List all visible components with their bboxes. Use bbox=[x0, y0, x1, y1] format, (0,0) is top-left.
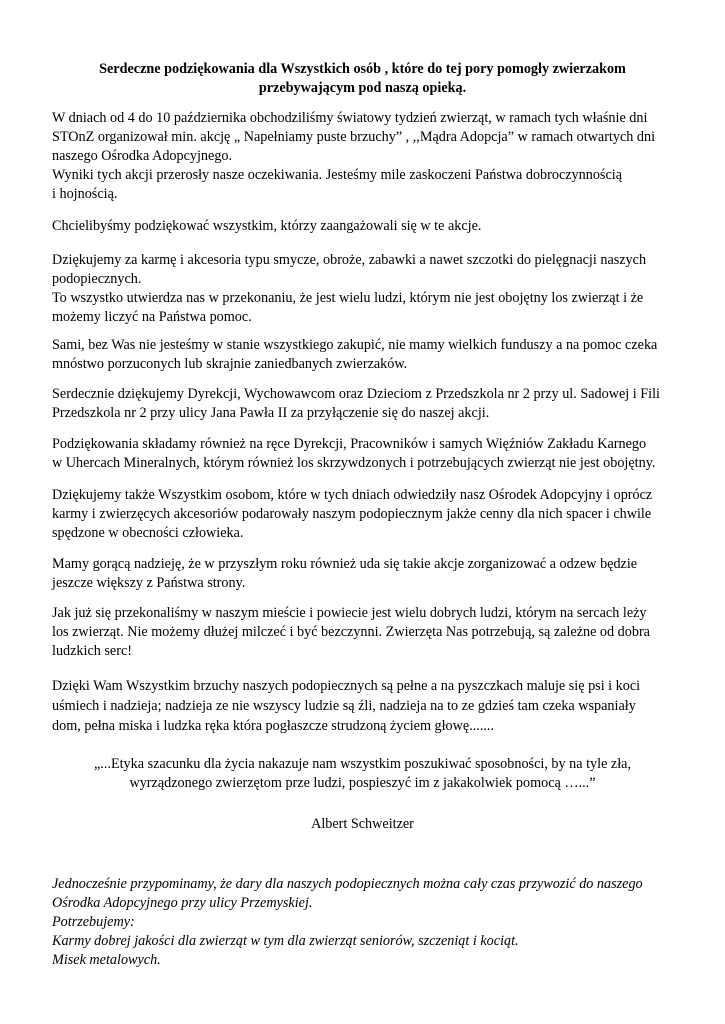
paragraph-full-bellies bbox=[52, 676, 692, 736]
text-line: spędzone w obecności człowieka. bbox=[52, 525, 244, 541]
paragraph-prison bbox=[52, 435, 692, 473]
text-line: naszego Ośrodka Adopcyjnego. bbox=[52, 148, 233, 164]
document-title bbox=[60, 60, 665, 98]
title-line-1: Serdeczne podziękowania dla Wszystkich osób , które do tej pory pomogły zwierzakom bbox=[99, 61, 626, 77]
text-line: Wyniki tych akcji przerosły nasze oczekiwania. Jesteśmy mile zaskoczeni Państwa dobroczynnością bbox=[52, 167, 622, 183]
text-line: w Uhercach Mineralnych, którym również los skrzywdzonych i potrzebujących zwierząt nie jest obojętny. bbox=[52, 455, 656, 471]
paragraph-world-animal-week bbox=[52, 109, 692, 166]
paragraph-kindergarten bbox=[52, 385, 692, 423]
note-line: Misek metalowych. bbox=[52, 952, 161, 968]
text-line: los zwierząt. Nie możemy dłużej milczeć i być bezczynni. Zwierzęta Nas potrzebują, są zależne od dobra bbox=[52, 624, 650, 640]
donation-note bbox=[52, 875, 692, 970]
text-line: Mamy gorącą nadzieję, że w przyszłym roku również uda się takie akcje zorganizować a odzew będzie bbox=[52, 556, 638, 572]
text-line: i hojnością. bbox=[52, 186, 118, 202]
title-line-2: przebywającym pod naszą opieką. bbox=[258, 80, 467, 96]
paragraph-results bbox=[52, 166, 692, 204]
quote-line: „...Etyka szacunku dla życia nakazuje nam wszystkim poszukiwać sposobności, by na tyle zła, bbox=[94, 756, 631, 772]
text-line: ludzkich serc! bbox=[52, 643, 132, 659]
text-line: Dziękujemy za karmę i akcesoria typu smycze, obroże, zabawki a nawet szczotki do pielęgnacji naszych bbox=[52, 252, 647, 268]
paragraph-good-people bbox=[52, 604, 692, 661]
text-line: Przedszkola nr 2 przy ulicy Jana Pawła II za przyłączenie się do naszej akcji. bbox=[52, 405, 490, 421]
quote-line: wyrządzonego zwierzętom prze ludzi, pospieszyć im z jakakolwiek pomocą …...” bbox=[129, 775, 596, 791]
quote-author bbox=[60, 815, 665, 834]
text-line: To wszystko utwierdza nas w przekonaniu, że jest wielu ludzi, którym nie jest obojętny los zwierząt i że bbox=[52, 290, 644, 306]
text-line: Dzięki Wam Wszystkim brzuchy naszych podopiecznych są pełne a na pyszczkach maluje się psi i koci bbox=[52, 678, 641, 694]
text-line: jeszcze większy z Państwa strony. bbox=[52, 575, 246, 591]
paragraph-visitors bbox=[52, 486, 692, 543]
quote-author-name: Albert Schweitzer bbox=[311, 816, 414, 832]
text-line: możemy liczyć na Państwa pomoc. bbox=[52, 309, 252, 325]
note-line: Ośrodka Adopcyjnego przy ulicy Przemyskiej. bbox=[52, 895, 313, 911]
text-line: mnóstwo porzuconych lub skrajnie zaniedbanych zwierzaków. bbox=[52, 356, 408, 372]
paragraph-funds bbox=[52, 336, 692, 374]
paragraph-thanks-food bbox=[52, 251, 692, 327]
paragraph-hope bbox=[52, 555, 692, 593]
note-line: Karmy dobrej jakości dla zwierząt w tym dla zwierząt seniorów, szczeniąt i kociąt. bbox=[52, 933, 519, 949]
text-line: STOnZ organizował min. akcję „ Napełniamy puste brzuchy” , ,,Mądra Adopcja” w ramach otwartych dni bbox=[52, 129, 656, 145]
text-line: Serdecznie dziękujemy Dyrekcji, Wychowawcom oraz Dzieciom z Przedszkola nr 2 przy ul. Sadowej i Fili bbox=[52, 386, 660, 402]
text-line: uśmiech i nadzieja; nadzieja ze nie wszyscy ludzie są źli, nadzieja na to ze gdzieś tam czeka wspaniały bbox=[52, 698, 636, 714]
note-line: Jednocześnie przypominamy, że dary dla naszych podopiecznych można cały czas przywozić do naszego bbox=[52, 876, 643, 892]
text-line: Jak już się przekonaliśmy w naszym mieście i powiecie jest wielu dobrych ludzi, którym na sercach leży bbox=[52, 605, 647, 621]
text-line: Dziękujemy także Wszystkim osobom, które w tych dniach odwiedziły nasz Ośrodek Adopcyjny i oprócz bbox=[52, 487, 653, 503]
text-line: Sami, bez Was nie jesteśmy w stanie wszystkiego zakupić, nie mamy wielkich funduszy a na pomoc czeka bbox=[52, 337, 658, 353]
text-line: dom, pełna miska i ludzka ręka która pogłaszcze strudzoną życiem głowę....... bbox=[52, 718, 495, 734]
text-line: karmy i zwierzęcych akcesoriów podarowały naszym podopiecznym jakże cenny dla nich spacer i chwile bbox=[52, 506, 652, 522]
note-line: Potrzebujemy: bbox=[52, 914, 135, 930]
text-line: W dniach od 4 do 10 października obchodziliśmy światowy tydzień zwierząt, w ramach tych właśnie dni bbox=[52, 110, 648, 126]
text-line: podopiecznych. bbox=[52, 271, 142, 287]
text-line: Chcielibyśmy podziękować wszystkim, którzy zaangażowali się w te akcje. bbox=[52, 218, 482, 234]
quote bbox=[60, 755, 665, 793]
text-line: Podziękowania składamy również na ręce Dyrekcji, Pracowników i samych Więźniów Zakładu Karnego bbox=[52, 436, 647, 452]
paragraph-thanks-all bbox=[52, 217, 692, 236]
